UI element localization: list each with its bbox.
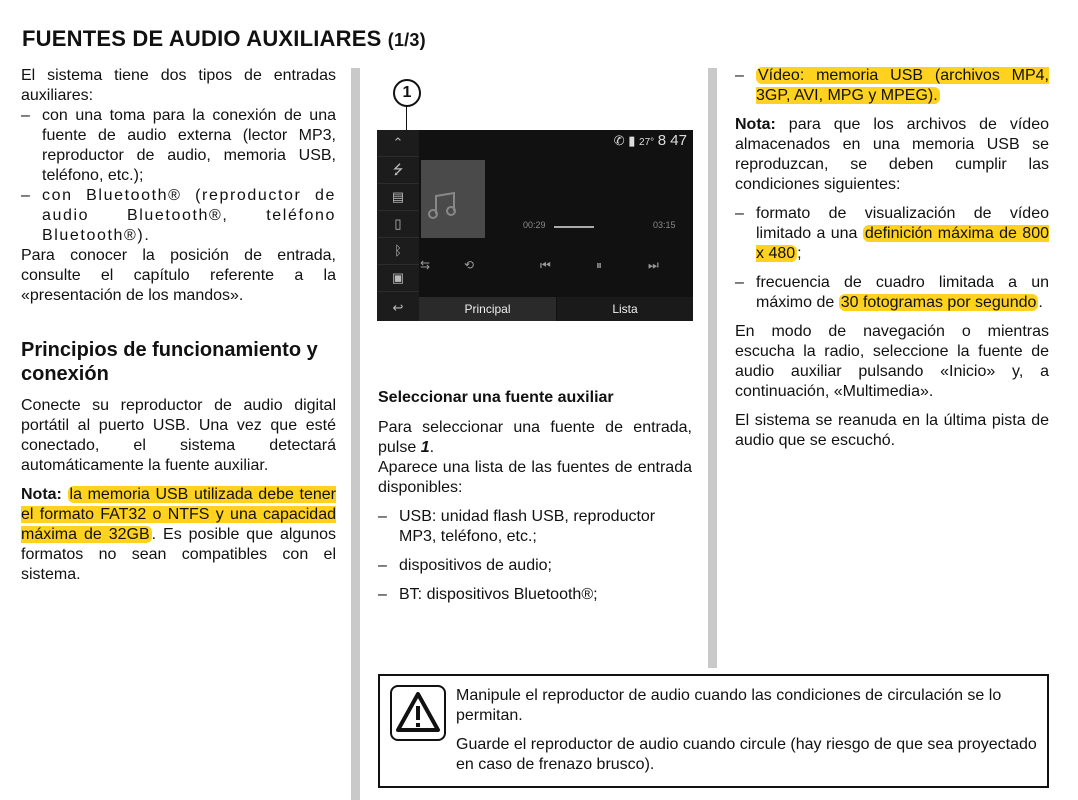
select-ref: 1 [420, 439, 430, 456]
resume-text: El sistema se reanuda en la última pista de audio que se escuchó. [735, 412, 1049, 449]
shuffle-icon[interactable]: ⇆ [420, 258, 431, 272]
separator-left [351, 68, 360, 800]
video-highlight: Vídeo: memoria USB (archivos MP4, 3GP, AVI, MPG y MPEG). [756, 67, 1049, 104]
tab-principal[interactable]: Principal [419, 297, 556, 321]
page-number: (1/3) [387, 30, 426, 50]
bluetooth-icon[interactable]: ᛒ [377, 238, 419, 265]
next-icon[interactable]: ⏭ [648, 258, 659, 272]
time-elapsed: 00:29 [523, 220, 546, 230]
list-item-text: USB: unidad flash USB, reproductor MP3, teléfono, etc.; [399, 508, 656, 545]
list-item: – USB: unidad flash USB, reproductor MP3, teléfono, etc.; [378, 507, 692, 547]
section-heading: Principios de funcionamiento y conexión [21, 339, 318, 385]
pause-icon[interactable]: ⏸ [596, 258, 603, 272]
warning-text [456, 686, 1040, 775]
select-text-c: . [429, 439, 435, 456]
warning-text-1: Manipule el reproductor de audio cuando las condiciones de circulación se lo permitan. [456, 687, 1002, 724]
status-bar [614, 132, 687, 149]
cond1-highlight: definición máxima de 800 x 480 [756, 225, 1050, 262]
navigation-text: En modo de navegación o mientras escucha la radio, seleccione la fuente de audio auxiliar pulsando «Inicio» y, a continuación, «Multimedia». [735, 323, 1049, 400]
callout-marker: 1 [393, 79, 421, 107]
list-item-text: dispositivos de audio; [399, 557, 552, 574]
note-text: para que los archivos de vídeo almacenados en una memoria USB se reproduzcan, se deben cumplir las condiciones siguientes: [735, 116, 1049, 193]
list-item-text: con Bluetooth® (reproductor de audio Bluetooth®, teléfono Bluetooth®). [42, 187, 336, 244]
separator-right [708, 68, 717, 668]
cond2-end: . [1038, 294, 1043, 311]
video-note [735, 115, 1049, 195]
multimedia-screen [377, 130, 693, 321]
list-item-text: BT: dispositivos Bluetooth®; [399, 586, 598, 603]
screen-sidebar [377, 130, 419, 321]
list-item: – dispositivos de audio; [378, 556, 692, 576]
battery-icon: ▮ [628, 133, 636, 148]
column-middle [378, 388, 692, 605]
list-item: – frecuencia de cuadro limitada a un máximo de 30 fotogramas por segundo . [735, 274, 1049, 311]
connect-text: Conecte su reproductor de audio digital portátil al puerto USB. Una vez que esté conectado, el sistema detectará automáticamente la fuente auxiliar. [21, 397, 336, 474]
note-paragraph [21, 485, 336, 585]
note-rest: . Es posible que algunos formatos no sean compatibles con el sistema. [21, 526, 336, 583]
list-item: – Vídeo: memoria USB (archivos MP4, 3GP, AVI, MPG y MPEG). [735, 67, 1049, 104]
note-highlight: la memoria USB utilizada debe tener el formato FAT32 o NTFS y una capacidad máxima de 32GB [21, 486, 336, 543]
warning-box [378, 674, 1049, 788]
time-total: 03:15 [653, 220, 676, 230]
warning-text-2: Guarde el reproductor de audio cuando circule (hay riesgo de que sea proyectado en caso de frenazo brusco). [456, 736, 1037, 773]
page-title [22, 26, 426, 52]
column-left [21, 66, 336, 585]
repeat-icon[interactable]: ⟲ [464, 258, 475, 272]
cond2-highlight: 30 fotogramas por segundo [840, 294, 1037, 311]
select-heading: Seleccionar una fuente auxiliar [378, 389, 614, 406]
list-intro: Aparece una lista de las fuentes de entrada disponibles: [378, 459, 692, 496]
cond1-text: formato de visualización de vídeo limitado a una [756, 205, 1049, 242]
cond2-text: frecuencia de cuadro limitada a un máximo de [756, 274, 1049, 311]
note-label: Nota: [735, 116, 776, 133]
chevron-up-icon[interactable]: ⌃ [377, 130, 419, 157]
usb-icon[interactable]: ⭍ [377, 157, 419, 184]
cond1-end: ; [797, 245, 802, 262]
list-item: – BT: dispositivos Bluetooth®; [378, 585, 692, 605]
select-text [378, 418, 692, 458]
select-text-a: Para seleccionar una fuente de entrada, pulse [378, 419, 692, 456]
source-icon[interactable]: ▤ [377, 184, 419, 211]
status-temperature: 27° [639, 137, 655, 148]
list-item-text: con una toma para la conexión de una fuente de audio externa (lector MP3, reproductor de audio, memoria USB, teléfono, etc.); [42, 107, 336, 184]
phone-icon: ✆ [613, 133, 625, 148]
warning-icon [390, 685, 446, 741]
status-time: 8 47 [657, 132, 687, 149]
column-right [735, 66, 1049, 451]
music-note-icon [426, 188, 462, 224]
page-title-text: FUENTES DE AUDIO AUXILIARES [22, 26, 382, 51]
tab-lista[interactable]: Lista [557, 297, 693, 321]
progress-bar[interactable] [554, 226, 594, 228]
device-icon[interactable]: ▯ [377, 211, 419, 238]
note-label: Nota: [21, 486, 62, 503]
back-icon[interactable]: ↩ [392, 300, 404, 315]
list-item: – formato de visualización de vídeo limitado a una definición máxima de 800 x 480 ; [735, 205, 1050, 262]
list-item: – con una toma para la conexión de una fuente de audio externa (lector MP3, reproductor de audio, memoria USB, teléfono, etc.); [21, 107, 336, 184]
screen-icon[interactable]: ▣ [377, 265, 419, 292]
previous-icon[interactable]: ⏮ [540, 258, 551, 272]
position-text: Para conocer la posición de entrada, consulte el capítulo referente a la «presentación de los mandos». [21, 247, 336, 304]
intro-text: El sistema tiene dos tipos de entradas auxiliares: [21, 67, 336, 104]
list-item: – con Bluetooth® (reproductor de audio Bluetooth®, teléfono Bluetooth®). [21, 187, 336, 244]
